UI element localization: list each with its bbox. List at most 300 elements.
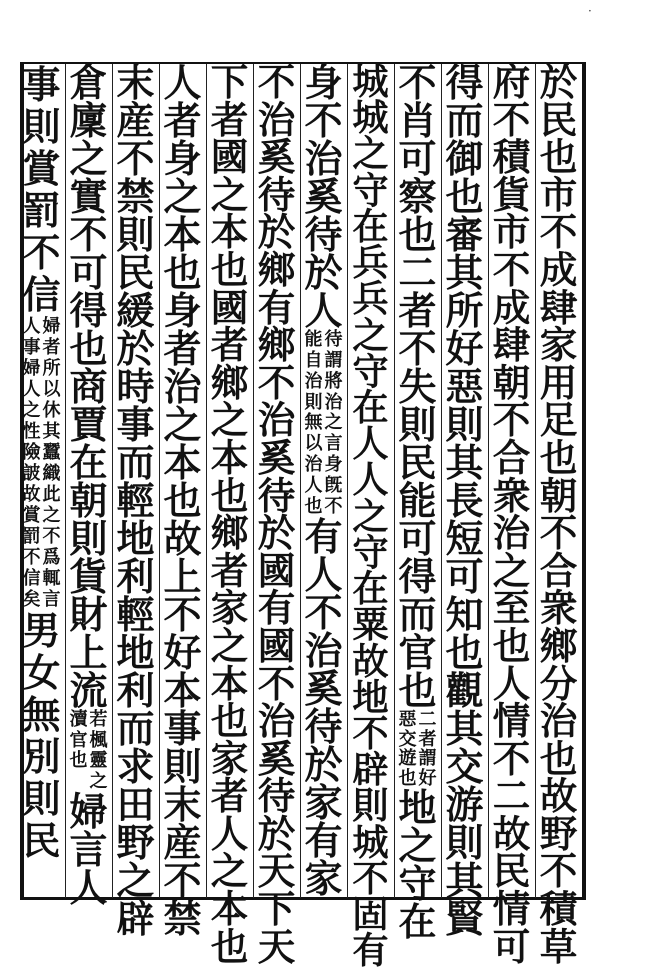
main-character: 肆: [492, 323, 531, 368]
commentary-character: 治: [304, 370, 323, 392]
main-character: 而: [116, 440, 155, 485]
main-character: 家: [210, 586, 249, 631]
commentary-character: 此: [42, 484, 61, 505]
commentary-character: 身: [324, 454, 343, 476]
column-rule: [300, 64, 301, 898]
main-character: 不: [257, 60, 296, 104]
main-character: 其: [445, 706, 484, 751]
main-character: 分: [539, 661, 578, 706]
commentary-character: 者: [418, 728, 437, 750]
main-character: 本: [210, 661, 249, 706]
commentary-character: 言: [324, 433, 343, 455]
main-character: 情: [492, 699, 531, 744]
commentary-character: 者: [42, 337, 61, 358]
main-character: 鄉: [210, 511, 249, 556]
main-character: 之: [163, 402, 202, 447]
margin-mark: ·: [588, 4, 592, 18]
main-character: 在: [398, 898, 437, 944]
main-character: 天: [257, 849, 296, 894]
main-character: 不: [163, 858, 202, 903]
main-character: 也: [398, 668, 437, 713]
main-character: 者: [163, 326, 202, 371]
main-character: 也: [69, 326, 108, 371]
main-character: 之: [210, 623, 249, 668]
main-character: 倉: [69, 60, 108, 105]
main-character: 奚: [257, 135, 296, 180]
main-character: 之: [398, 822, 437, 868]
main-character: 二: [398, 250, 437, 295]
main-character: 合: [539, 548, 578, 593]
main-character: 御: [445, 136, 484, 181]
main-character: 也: [210, 924, 249, 969]
main-character: 則: [398, 402, 437, 447]
main-character: 家: [539, 323, 578, 368]
column-rule: [535, 64, 536, 898]
main-character: 不: [163, 592, 202, 637]
commentary-character: 之: [22, 400, 41, 421]
main-character: 上: [69, 630, 108, 675]
main-character: 有: [257, 586, 296, 631]
commentary-character: 則: [304, 391, 323, 413]
main-character: 待: [257, 774, 296, 819]
main-character: 商: [69, 364, 108, 409]
main-character: 家: [304, 779, 343, 825]
main-character: 在: [352, 385, 389, 429]
commentary-character: 治: [304, 454, 323, 476]
main-character: 不: [257, 360, 296, 405]
main-character: 在: [352, 567, 389, 611]
main-character: 民: [116, 250, 155, 295]
main-character: 可: [445, 554, 484, 599]
main-character: 長: [445, 478, 484, 523]
commentary-line: [22, 316, 42, 610]
commentary-line: [42, 316, 62, 610]
commentary-character: 言: [42, 589, 61, 610]
main-character: 也: [210, 247, 249, 292]
main-character: 於: [304, 250, 343, 295]
main-character: 鄉: [257, 247, 296, 292]
main-character: 也: [539, 435, 578, 480]
commentary-character: 謂: [418, 748, 437, 770]
main-character: 身: [304, 60, 343, 105]
commentary-character: 不: [42, 526, 61, 547]
main-character: 之: [116, 858, 155, 903]
commentary-character: 人: [22, 316, 41, 337]
main-character: 産: [116, 98, 155, 143]
main-character: 情: [492, 887, 531, 932]
commentary-character: 之: [42, 505, 61, 526]
main-character: 賢: [445, 896, 484, 941]
main-character: 上: [163, 554, 202, 599]
main-character: 末: [116, 60, 155, 105]
main-character: 守: [398, 860, 437, 906]
main-character: 之: [210, 849, 249, 894]
main-character: 不: [116, 136, 155, 181]
main-character: 禁: [163, 896, 202, 941]
commentary-line: [69, 710, 89, 793]
commentary-character: 人: [304, 474, 323, 496]
main-character: 兵: [352, 241, 389, 285]
main-character: 守: [352, 349, 389, 393]
main-character: 固: [352, 893, 389, 937]
main-character: 民: [539, 97, 578, 142]
main-character: 故: [352, 639, 389, 683]
commentary-character: 二: [418, 709, 437, 730]
interlinear-commentary: [300, 330, 347, 518]
main-character: 治: [257, 97, 296, 142]
main-character: 賈: [69, 402, 108, 447]
main-character: 得: [398, 554, 437, 599]
text-column: [159, 60, 206, 941]
main-character: 有: [304, 817, 343, 863]
commentary-character: 以: [304, 433, 323, 455]
main-character: 末: [163, 782, 202, 827]
main-character: 城: [352, 96, 389, 140]
main-character: 治: [163, 364, 202, 409]
commentary-character: 蠶: [42, 442, 61, 463]
main-character: 人: [69, 864, 108, 910]
main-character: 則: [352, 784, 389, 828]
main-character: 治: [539, 699, 578, 744]
commentary-character: 謂: [324, 349, 343, 371]
main-character: 言: [69, 826, 108, 872]
commentary-character: 不: [324, 495, 343, 517]
main-character: 衆: [539, 586, 578, 631]
main-character: 至: [492, 586, 531, 631]
main-character: 之: [352, 132, 389, 176]
commentary-line: [324, 330, 344, 518]
main-character: 國: [257, 623, 296, 668]
main-character: 不: [398, 326, 437, 371]
main-character: 之: [163, 174, 202, 219]
commentary-character: 之: [324, 412, 343, 434]
commentary-line: [304, 330, 324, 518]
text-column: [394, 60, 441, 944]
main-character: 利: [116, 668, 155, 713]
main-character: 粟: [352, 603, 389, 647]
main-character: 不: [257, 661, 296, 706]
main-character: 則: [445, 402, 484, 447]
main-character: 也: [539, 135, 578, 180]
main-character: 治: [257, 398, 296, 443]
main-character: 交: [445, 744, 484, 789]
main-character: 輕: [116, 478, 155, 523]
commentary-character: 詖: [22, 463, 41, 484]
main-character: 地: [116, 630, 155, 675]
main-character: 合: [492, 435, 531, 480]
main-character: 無: [22, 692, 61, 737]
main-character: 禁: [116, 174, 155, 219]
commentary-character: 官: [69, 729, 88, 751]
commentary-character: 事: [22, 337, 41, 358]
main-character: 流: [69, 668, 108, 713]
main-character: 察: [398, 174, 437, 219]
main-character: 於: [257, 811, 296, 856]
main-character: 兵: [352, 277, 389, 321]
main-character: 好: [163, 630, 202, 675]
main-character: 信: [22, 272, 61, 317]
main-character: 有: [257, 285, 296, 330]
main-character: 産: [163, 820, 202, 865]
main-character: 之: [492, 548, 531, 593]
main-character: 其: [445, 250, 484, 295]
main-character: 而: [116, 706, 155, 751]
main-character: 則: [22, 776, 61, 821]
column-rule: [112, 64, 113, 898]
main-character: 不: [539, 210, 578, 255]
main-character: 而: [398, 592, 437, 637]
main-character: 下: [210, 60, 249, 104]
main-character: 人: [304, 288, 343, 333]
main-character: 者: [398, 288, 437, 333]
main-character: 人: [304, 551, 343, 597]
main-character: 有: [304, 513, 343, 559]
main-character: 也: [163, 250, 202, 295]
main-character: 待: [257, 473, 296, 518]
main-character: 人: [163, 60, 202, 105]
column-rule: [394, 64, 395, 898]
main-character: 本: [210, 210, 249, 255]
commentary-character: 險: [22, 442, 41, 463]
main-character: 者: [210, 548, 249, 593]
main-character: 審: [445, 212, 484, 257]
commentary-line: [89, 710, 109, 793]
main-character: 可: [69, 250, 108, 295]
commentary-character: 惡: [398, 709, 417, 730]
main-character: 於: [257, 210, 296, 255]
text-column: [300, 60, 347, 901]
commentary-character: 性: [22, 421, 41, 442]
main-character: 不: [492, 247, 531, 292]
commentary-character: 也: [304, 495, 323, 517]
column-rule: [347, 64, 348, 898]
main-character: 鄉: [210, 360, 249, 405]
main-character: 有: [352, 929, 389, 972]
main-character: 罰: [22, 188, 61, 233]
main-character: 貨: [69, 554, 108, 599]
column-rule: [206, 64, 207, 898]
main-character: 也: [445, 174, 484, 219]
commentary-character: 交: [398, 728, 417, 750]
main-character: 肖: [398, 98, 437, 143]
commentary-character: 好: [418, 768, 437, 790]
commentary-character: 所: [42, 358, 61, 379]
main-character: 鄉: [539, 623, 578, 668]
main-character: 衆: [492, 473, 531, 518]
commentary-character: 也: [69, 750, 88, 772]
main-character: 也: [445, 630, 484, 675]
main-character: 積: [492, 135, 531, 180]
commentary-character: 將: [324, 370, 343, 392]
commentary-character: 若: [89, 709, 108, 730]
main-character: 奚: [304, 665, 343, 711]
main-character: 地: [398, 784, 437, 830]
commentary-character: 輒: [42, 568, 61, 589]
main-character: 地: [116, 516, 155, 561]
main-character: 天: [257, 924, 296, 969]
main-character: 能: [398, 478, 437, 523]
main-character: 者: [163, 98, 202, 143]
main-character: 治: [492, 511, 531, 556]
main-character: 男: [22, 608, 61, 653]
main-character: 賞: [22, 146, 61, 191]
main-character: 而: [445, 98, 484, 143]
main-character: 也: [210, 473, 249, 518]
main-character: 別: [22, 734, 61, 779]
main-character: 財: [69, 592, 108, 637]
main-character: 緩: [116, 288, 155, 333]
main-character: 國: [210, 135, 249, 180]
main-character: 待: [304, 212, 343, 257]
main-character: 府: [492, 60, 531, 104]
main-character: 故: [163, 516, 202, 561]
text-column: [535, 60, 582, 969]
commentary-character: 織: [42, 463, 61, 484]
main-character: 朝: [539, 473, 578, 518]
text-column: [65, 60, 112, 910]
main-character: 辟: [352, 748, 389, 792]
main-character: 成: [539, 247, 578, 292]
interlinear-commentary: [394, 710, 441, 789]
main-character: 也: [398, 212, 437, 257]
main-character: 用: [539, 360, 578, 405]
main-character: 鄉: [257, 323, 296, 368]
commentary-character: 賞: [22, 505, 41, 526]
main-character: 也: [210, 699, 249, 744]
main-character: 民: [22, 818, 61, 863]
commentary-character: 故: [22, 484, 41, 505]
main-character: 事: [163, 706, 202, 751]
main-character: 也: [492, 623, 531, 668]
main-character: 本: [163, 440, 202, 485]
main-character: 朝: [69, 478, 108, 523]
main-character: 則: [445, 820, 484, 865]
main-character: 求: [116, 744, 155, 789]
commentary-character: 待: [324, 329, 343, 350]
main-character: 家: [304, 855, 343, 901]
main-character: 田: [116, 782, 155, 827]
main-character: 官: [398, 630, 437, 675]
main-character: 其: [445, 440, 484, 485]
main-character: 身: [163, 288, 202, 333]
main-character: 廩: [69, 98, 108, 143]
main-character: 之: [210, 398, 249, 443]
main-character: 利: [116, 554, 155, 599]
main-character: 在: [352, 204, 389, 248]
main-character: 奚: [257, 736, 296, 781]
text-column: [488, 60, 535, 969]
main-character: 城: [352, 60, 389, 103]
main-character: 於: [257, 511, 296, 556]
main-character: 治: [304, 627, 343, 673]
main-character: 女: [22, 650, 61, 695]
main-character: 朝: [492, 360, 531, 405]
main-character: 之: [69, 136, 108, 181]
main-character: 婦: [69, 788, 108, 834]
main-character: 則: [116, 212, 155, 257]
commentary-character: 無: [304, 412, 323, 434]
commentary-character: 也: [398, 768, 417, 790]
main-character: 故: [539, 774, 578, 819]
main-character: 身: [163, 136, 202, 181]
main-character: 之: [352, 494, 389, 538]
main-character: 本: [163, 668, 202, 713]
main-character: 於: [116, 326, 155, 371]
text-column: [441, 60, 488, 941]
text-column: [112, 60, 159, 941]
main-character: 之: [352, 313, 389, 357]
commentary-character: 自: [304, 349, 323, 371]
commentary-character: 矣: [22, 589, 41, 610]
main-character: 實: [69, 174, 108, 219]
main-character: 也: [539, 736, 578, 781]
main-character: 者: [210, 97, 249, 142]
main-character: 野: [116, 820, 155, 865]
main-character: 二: [492, 774, 531, 819]
main-character: 不: [492, 398, 531, 443]
column-rule: [159, 64, 160, 898]
main-character: 則: [22, 104, 61, 149]
main-character: 待: [257, 172, 296, 217]
main-character: 於: [304, 741, 343, 787]
main-character: 不: [398, 60, 437, 105]
commentary-character: 遊: [398, 748, 417, 770]
main-character: 觀: [445, 668, 484, 713]
commentary-character: 人: [22, 379, 41, 400]
text-column: [347, 60, 394, 972]
main-character: 不: [492, 736, 531, 781]
main-character: 足: [539, 398, 578, 443]
main-character: 不: [69, 212, 108, 257]
main-character: 成: [492, 285, 531, 330]
main-character: 國: [210, 285, 249, 330]
text-column: [253, 60, 300, 969]
main-character: 野: [539, 811, 578, 856]
text-column: [206, 60, 253, 969]
main-character: 積: [539, 887, 578, 932]
main-character: 事: [22, 62, 61, 107]
main-character: 事: [116, 402, 155, 447]
commentary-character: 信: [22, 568, 41, 589]
main-character: 國: [257, 548, 296, 593]
main-character: 之: [210, 172, 249, 217]
main-character: 輕: [116, 592, 155, 637]
main-character: 游: [445, 782, 484, 827]
main-character: 城: [352, 820, 389, 864]
main-character: 則: [69, 516, 108, 561]
commentary-character: 靈: [89, 750, 108, 772]
main-character: 不: [539, 511, 578, 556]
commentary-character: 之: [89, 770, 108, 792]
column-rule: [65, 64, 66, 898]
main-character: 本: [210, 887, 249, 932]
main-character: 不: [539, 849, 578, 894]
main-character: 人: [352, 422, 389, 466]
main-character: 奚: [304, 174, 343, 219]
commentary-character: 以: [42, 379, 61, 400]
main-character: 知: [445, 592, 484, 637]
main-character: 本: [210, 435, 249, 480]
main-character: 下: [257, 887, 296, 932]
column-rule: [441, 64, 442, 898]
main-character: 者: [210, 774, 249, 819]
commentary-character: 能: [304, 329, 323, 350]
main-character: 所: [445, 288, 484, 333]
commentary-character: 罰: [22, 526, 41, 547]
commentary-character: 爲: [42, 547, 61, 568]
main-character: 者: [210, 323, 249, 368]
main-character: 家: [210, 736, 249, 781]
